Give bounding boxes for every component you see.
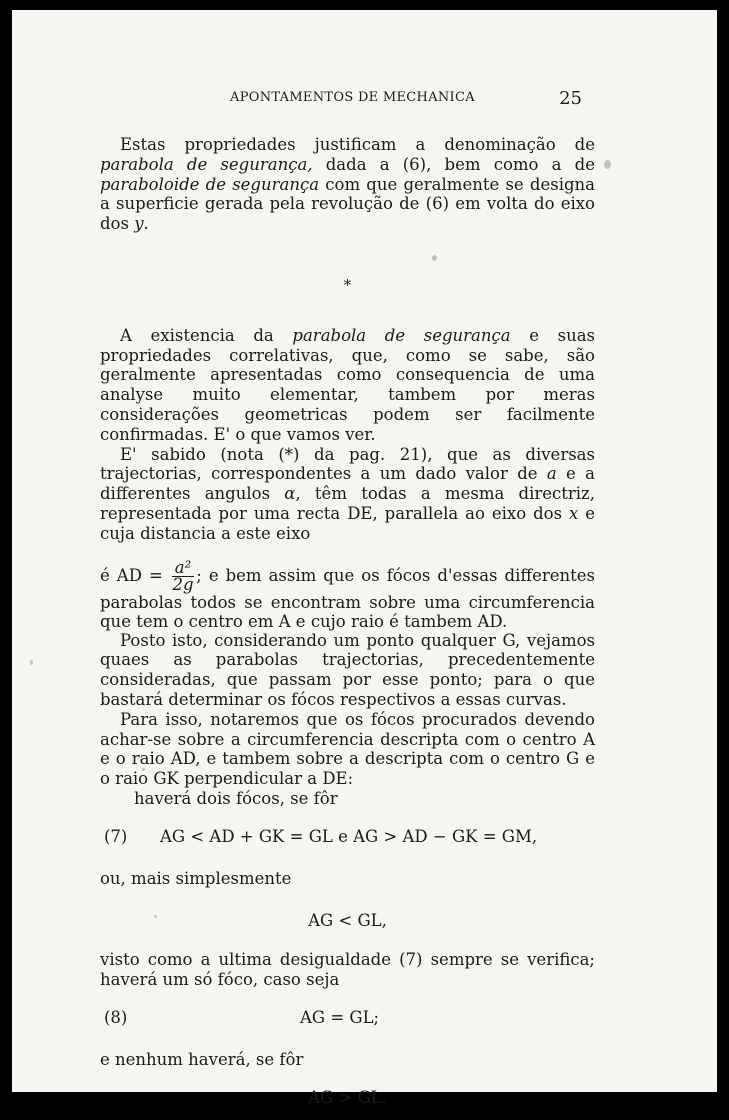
text-run: dada a (6), bem como a de: [312, 154, 596, 174]
text-run: A existencia da: [120, 325, 293, 345]
text-run: e cuja distancia a este eixo: [100, 503, 595, 543]
equation-body: AG < AD + GK = GL e AG > AD − GK = GM,: [160, 826, 538, 846]
formula-prefix: é AD =: [100, 565, 170, 585]
fraction: [172, 557, 194, 594]
text-run: com que geralmente se designa a superficie gerada pela revolução de (6) em volta do eixo dos: [100, 174, 595, 234]
paragraph: haverá dois fócos, se fôr: [134, 788, 338, 808]
paragraph: [100, 135, 595, 234]
equation-8: [100, 1008, 595, 1030]
header-title: APONTAMENTOS DE MECHANICA: [230, 90, 475, 105]
fraction-numerator: a²: [172, 560, 194, 577]
text-run: e a differentes angulos: [100, 464, 596, 504]
paragraph: [100, 445, 595, 544]
italic-term: parabola de segurança: [292, 325, 511, 345]
paragraph: [100, 326, 595, 445]
paragraph: Para isso, notaremos que os fócos procurados devendo achar-se sobre a circumferencia descripta com o centro A e o raio AD, e tambem sobre a descripta com o centro G e o raio GK perpendicular a DE:: [100, 709, 595, 789]
italic-variable: α: [284, 484, 296, 504]
text-run: e suas propriedades correlativas, que, como se sabe, são geralmente apresentadas como consequencia de uma analyse muito elementar, tambem por meras considerações geometricas podem ser facilmente confirmadas. E' o que vamos ver.: [100, 325, 595, 444]
paragraph: e nenhum haverá, se fôr: [100, 1049, 304, 1069]
italic-term: parabola de segurança,: [100, 154, 313, 174]
formula-suffix: ; e bem assim que os fócos d'essas differentes parabolas todos se encontram sobre uma circumferencia que tem o centro em A e cujo raio é tambem AD.: [100, 565, 595, 631]
text-run: E' sabido (nota (*) da pag. 21), que as diversas trajectorias, correspondentes a um dado valor de: [100, 444, 595, 484]
running-header: [12, 90, 717, 112]
italic-variable: x: [568, 503, 579, 523]
book-page: [12, 10, 717, 1107]
scan-speck: [604, 160, 611, 169]
formula-paragraph: [100, 544, 595, 631]
equation-last: AG > GL.: [308, 1087, 387, 1107]
italic-term: paraboloide de segurança: [100, 174, 320, 194]
equation-label: (8): [104, 1007, 128, 1027]
equation-label: (7): [104, 826, 128, 846]
page-body: [100, 135, 595, 1120]
paragraph: ou, mais simplesmente: [100, 868, 292, 888]
equation-7: [100, 827, 595, 849]
paragraph: visto como a ultima desigualdade (7) sempre se verifica; haverá um só fóco, caso seja: [100, 950, 595, 990]
page-number: 25: [559, 88, 582, 109]
section-asterism: *: [343, 275, 352, 294]
paragraph: Posto isto, considerando um ponto qualquer G, vejamos quaes as parabolas trajectorias, precedentemente consideradas, que passam por esse ponto; para o que bastará determinar os fócos respectivos a essas curvas.: [100, 630, 595, 709]
fraction-denominator: 2g: [172, 574, 194, 594]
scan-speck: [30, 660, 33, 665]
italic-variable: y: [134, 214, 144, 234]
text-run: Estas propriedades justificam a denominação de: [120, 135, 595, 154]
italic-variable: a: [546, 464, 557, 484]
equation-simple: AG < GL,: [308, 910, 387, 930]
text-run: .: [143, 214, 149, 234]
text-run: , têm todas a mesma directriz, representada por uma recta DE, parallela ao eixo dos: [100, 484, 595, 523]
equation-body: AG = GL;: [300, 1007, 380, 1027]
